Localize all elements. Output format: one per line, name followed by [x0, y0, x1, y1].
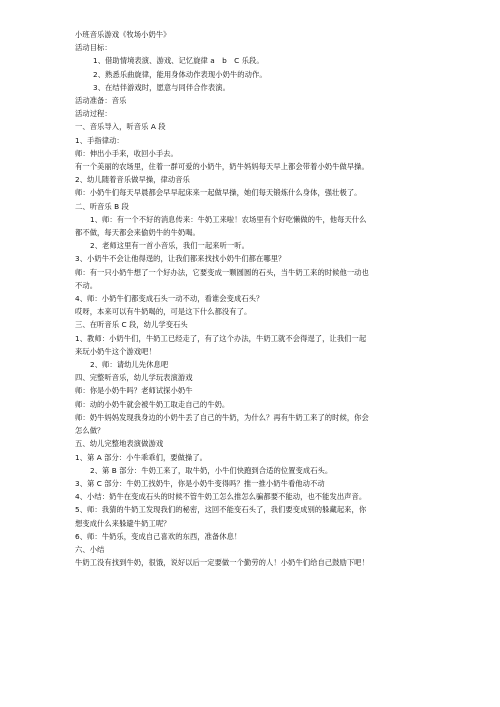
paragraph-line: 3、第 C 部分：牛奶工找奶牛，你是小奶牛变得吗？推一推小奶牛看他动不动	[75, 478, 325, 488]
paragraph-line: 来玩小奶牛这个游戏吧！	[75, 346, 156, 356]
paragraph-line: 2、第 B 部分：牛奶工来了，取牛奶，小牛们快跑到合适的位置变成石头。	[90, 465, 333, 475]
section-heading: 活动目标：	[75, 43, 112, 53]
goal-item: 2、熟悉乐曲旋律，能用身体动作表现小奶牛的动作。	[93, 69, 267, 79]
paragraph-line: 1、第 A 部分：小牛乖乖们，要做操了。	[75, 452, 208, 462]
paragraph-line: 师：奶牛妈妈发现我身边的小奶牛丢了自己的牛奶，为什么？再有牛奶工来了的时候，你会	[75, 412, 369, 422]
paragraph-line: 3、小奶牛不会让他得逞的，让我们都来找找小奶牛们都在哪里？	[75, 254, 286, 264]
step-heading: 四、完整听音乐，幼儿学玩表演游戏	[75, 373, 193, 383]
document-page	[75, 28, 435, 569]
paragraph-line: 1、手指律动：	[75, 135, 124, 145]
paragraph-line: 6、师：牛奶乐，变成自己喜欢的东西，准备休息！	[75, 531, 242, 541]
paragraph-line: 2、师：请幼儿先休息吧	[90, 360, 169, 370]
paragraph-line: 2、幼儿随着音乐做早操，律动音乐	[75, 175, 190, 185]
paragraph-line: 师：小奶牛们每天早晨都会早早起床来一起做早操，她们每天锻炼什么身体，强壮极了。	[75, 188, 362, 198]
paragraph-line: 5、师：我猜的牛奶工发现我们的秘密，这回不能变石头了，我们要变成别的躲藏起来，你	[75, 505, 367, 515]
paragraph-line: 师：有一只小奶牛想了一个好办法，它要变成一颗圆圆的石头，当牛奶工来的时候他一动也	[75, 267, 369, 277]
step-heading: 二、听音乐 B 段	[75, 201, 129, 211]
goal-item: 3、在结伴游戏时，愿意与同伴合作表演。	[93, 82, 230, 92]
document-title: 小班音乐游戏《牧场小奶牛》	[75, 30, 171, 39]
paragraph-line: 4、小结：奶牛在变成石头的时候不管牛奶工怎么推怎么骗都要不能动，也不能发出声音。	[75, 492, 367, 502]
step-heading: 五、幼儿完整地表演做游戏	[75, 439, 164, 449]
paragraph-line: 1、师：有一个不好的消息传来：牛奶工来啦！农场里有个好吃懒做的牛，他每天什么	[90, 214, 367, 224]
paragraph-line: 2、老师这里有一首小音乐，我们一起来听一听。	[90, 241, 249, 251]
paragraph-line: 不动。	[75, 280, 98, 290]
section-heading: 活动过程：	[75, 109, 112, 119]
paragraph-line: 4、师：小奶牛们都变成石头一动不动，看谁会变成石头？	[75, 294, 264, 304]
paragraph-line: 师：伸出小手来，收回小手去。	[75, 148, 178, 158]
paragraph-line: 师：动的小奶牛就会被牛奶工取走自己的牛奶。	[75, 399, 230, 409]
paragraph-line: 怎么做？	[75, 426, 105, 436]
step-heading: 三、在听音乐 C 段，幼儿学变石头	[75, 320, 188, 330]
paragraph-line: 师：你是小奶牛吗？老师试探小奶牛	[75, 386, 193, 396]
paragraph-line: 想变成什么来躲避牛奶工呢？	[75, 518, 171, 528]
paragraph-line: 哎呀，本来可以有牛奶喝的，可是这下什么都没有了。	[75, 307, 252, 317]
paragraph-line: 都不做，每天都会来偷奶牛的牛奶喝。	[75, 228, 200, 238]
goal-item: 1、借助情境表演、游戏、记忆旋律 a b C 乐段。	[93, 56, 264, 66]
paragraph-line: 牛奶工没有找到牛奶，很饿，说好以后一定要做一个勤劳的人！小奶牛们给自己鼓励下吧！	[75, 558, 369, 568]
step-heading: 六、小结	[75, 544, 105, 554]
paragraph-line: 1、教师：小奶牛们，牛奶工已经走了，有了这个办法，牛奶工就不会得逞了，让我们一起	[75, 333, 367, 343]
step-heading: 一、音乐导入，听音乐 A 段	[75, 122, 166, 132]
section-heading: 活动准备：音乐	[75, 96, 127, 106]
paragraph-line: 有一个美丽的农场里，住着一群可爱的小奶牛，奶牛妈妈每天早上都会带着小奶牛做早操。	[75, 162, 369, 172]
